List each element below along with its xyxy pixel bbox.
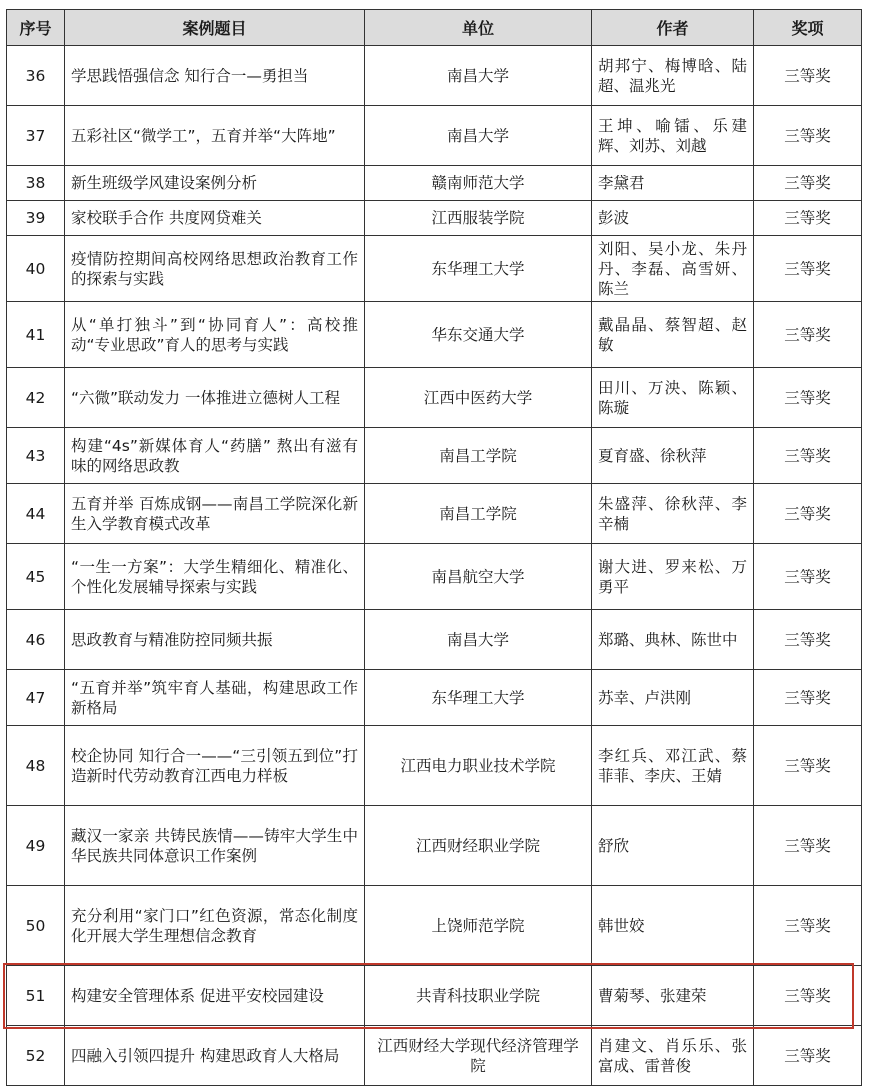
cell-unit: 江西服装学院 xyxy=(365,201,592,236)
cell-no: 38 xyxy=(7,166,65,201)
cell-no: 48 xyxy=(7,726,65,806)
cell-authors: 谢大进、罗来松、万勇平 xyxy=(592,544,754,610)
cell-title: 从“单打独斗”到“协同育人”：高校推动“专业思政”育人的思考与实践 xyxy=(65,302,365,368)
header-award: 奖项 xyxy=(754,10,862,46)
table-row xyxy=(7,670,862,726)
cell-authors: 苏幸、卢洪刚 xyxy=(592,670,754,726)
cell-authors: 彭波 xyxy=(592,201,754,236)
cell-no: 46 xyxy=(7,610,65,670)
table-row xyxy=(7,966,862,1026)
cell-unit: 江西财经职业学院 xyxy=(365,806,592,886)
cell-unit: 江西电力职业技术学院 xyxy=(365,726,592,806)
cell-award: 三等奖 xyxy=(754,1026,862,1086)
cell-authors: 王坤、喻镭、乐建辉、刘苏、刘越 xyxy=(592,106,754,166)
cell-no: 44 xyxy=(7,484,65,544)
cell-title: 藏汉一家亲 共铸民族情——铸牢大学生中华民族共同体意识工作案例 xyxy=(65,806,365,886)
cell-unit: 南昌工学院 xyxy=(365,484,592,544)
cell-no: 52 xyxy=(7,1026,65,1086)
cell-title: “六微”联动发力 一体推进立德树人工程 xyxy=(65,368,365,428)
cell-no: 49 xyxy=(7,806,65,886)
table-row xyxy=(7,484,862,544)
cell-award: 三等奖 xyxy=(754,544,862,610)
cell-unit: 赣南师范大学 xyxy=(365,166,592,201)
cell-title: 疫情防控期间高校网络思想政治教育工作的探索与实践 xyxy=(65,236,365,302)
cell-title: 五彩社区“微学工”，五育并举“大阵地” xyxy=(65,106,365,166)
table-row xyxy=(7,544,862,610)
cell-unit: 南昌大学 xyxy=(365,106,592,166)
table-row xyxy=(7,886,862,966)
cell-award: 三等奖 xyxy=(754,670,862,726)
table-row xyxy=(7,1026,862,1086)
cell-authors: 李红兵、邓江武、蔡菲菲、李庆、王婧 xyxy=(592,726,754,806)
cell-no: 50 xyxy=(7,886,65,966)
table-row xyxy=(7,106,862,166)
cell-authors: 舒欣 xyxy=(592,806,754,886)
cell-award: 三等奖 xyxy=(754,46,862,106)
cell-award: 三等奖 xyxy=(754,302,862,368)
cell-no: 47 xyxy=(7,670,65,726)
cell-award: 三等奖 xyxy=(754,886,862,966)
cell-title: 新生班级学风建设案例分析 xyxy=(65,166,365,201)
header-title: 案例题目 xyxy=(65,10,365,46)
cell-title: 构建安全管理体系 促进平安校园建设 xyxy=(65,966,365,1026)
cell-title: “一生一方案”：大学生精细化、精准化、个性化发展辅导探索与实践 xyxy=(65,544,365,610)
cell-no: 37 xyxy=(7,106,65,166)
cell-unit: 东华理工大学 xyxy=(365,236,592,302)
cell-unit: 上饶师范学院 xyxy=(365,886,592,966)
cell-no: 36 xyxy=(7,46,65,106)
table-row xyxy=(7,368,862,428)
cell-unit: 共青科技职业学院 xyxy=(365,966,592,1026)
cell-award: 三等奖 xyxy=(754,484,862,544)
table-row xyxy=(7,201,862,236)
cell-authors: 刘阳、吴小龙、朱丹丹、李磊、高雪妍、陈兰 xyxy=(592,236,754,302)
table-row xyxy=(7,610,862,670)
award-table xyxy=(6,9,862,1086)
cell-award: 三等奖 xyxy=(754,106,862,166)
cell-no: 45 xyxy=(7,544,65,610)
cell-title: 五育并举 百炼成钢——南昌工学院深化新生入学教育模式改革 xyxy=(65,484,365,544)
cell-title: 校企协同 知行合一——“三引领五到位”打造新时代劳动教育江西电力样板 xyxy=(65,726,365,806)
cell-award: 三等奖 xyxy=(754,368,862,428)
table-row xyxy=(7,726,862,806)
table-row xyxy=(7,46,862,106)
cell-title: 构建“4s”新媒体育人“药膳” 熬出有滋有味的网络思政教 xyxy=(65,428,365,484)
cell-unit: 华东交通大学 xyxy=(365,302,592,368)
cell-authors: 曹菊琴、张建荣 xyxy=(592,966,754,1026)
cell-title: 家校联手合作 共度网贷难关 xyxy=(65,201,365,236)
cell-award: 三等奖 xyxy=(754,806,862,886)
cell-authors: 胡邦宁、梅博晗、陆超、温兆光 xyxy=(592,46,754,106)
cell-unit: 南昌大学 xyxy=(365,46,592,106)
cell-no: 42 xyxy=(7,368,65,428)
table-row xyxy=(7,428,862,484)
cell-authors: 夏育盛、徐秋萍 xyxy=(592,428,754,484)
cell-no: 43 xyxy=(7,428,65,484)
table-row xyxy=(7,302,862,368)
cell-unit: 江西财经大学现代经济管理学院 xyxy=(365,1026,592,1086)
cell-award: 三等奖 xyxy=(754,726,862,806)
cell-authors: 戴晶晶、蔡智超、赵敏 xyxy=(592,302,754,368)
header-no: 序号 xyxy=(7,10,65,46)
cell-title: 思政教育与精准防控同频共振 xyxy=(65,610,365,670)
cell-unit: 南昌大学 xyxy=(365,610,592,670)
cell-unit: 南昌工学院 xyxy=(365,428,592,484)
cell-award: 三等奖 xyxy=(754,201,862,236)
cell-award: 三等奖 xyxy=(754,236,862,302)
cell-authors: 田川、万泱、陈颖、陈璇 xyxy=(592,368,754,428)
header-row xyxy=(7,10,862,46)
cell-unit: 南昌航空大学 xyxy=(365,544,592,610)
cell-unit: 江西中医药大学 xyxy=(365,368,592,428)
cell-award: 三等奖 xyxy=(754,166,862,201)
cell-no: 39 xyxy=(7,201,65,236)
table-row xyxy=(7,166,862,201)
cell-authors: 肖建文、肖乐乐、张富成、雷普俊 xyxy=(592,1026,754,1086)
cell-award: 三等奖 xyxy=(754,428,862,484)
header-unit: 单位 xyxy=(365,10,592,46)
cell-unit: 东华理工大学 xyxy=(365,670,592,726)
cell-authors: 李黛君 xyxy=(592,166,754,201)
cell-no: 51 xyxy=(7,966,65,1026)
cell-authors: 朱盛萍、徐秋萍、李辛楠 xyxy=(592,484,754,544)
cell-title: 充分利用“家门口”红色资源，常态化制度化开展大学生理想信念教育 xyxy=(65,886,365,966)
cell-title: 四融入引领四提升 构建思政育人大格局 xyxy=(65,1026,365,1086)
table-row xyxy=(7,806,862,886)
cell-title: “五育并举”筑牢育人基础，构建思政工作新格局 xyxy=(65,670,365,726)
header-authors: 作者 xyxy=(592,10,754,46)
cell-title: 学思践悟强信念 知行合一—勇担当 xyxy=(65,46,365,106)
cell-authors: 郑璐、典林、陈世中 xyxy=(592,610,754,670)
cell-award: 三等奖 xyxy=(754,610,862,670)
cell-no: 41 xyxy=(7,302,65,368)
table-row xyxy=(7,236,862,302)
cell-no: 40 xyxy=(7,236,65,302)
cell-award: 三等奖 xyxy=(754,966,862,1026)
cell-authors: 韩世姣 xyxy=(592,886,754,966)
